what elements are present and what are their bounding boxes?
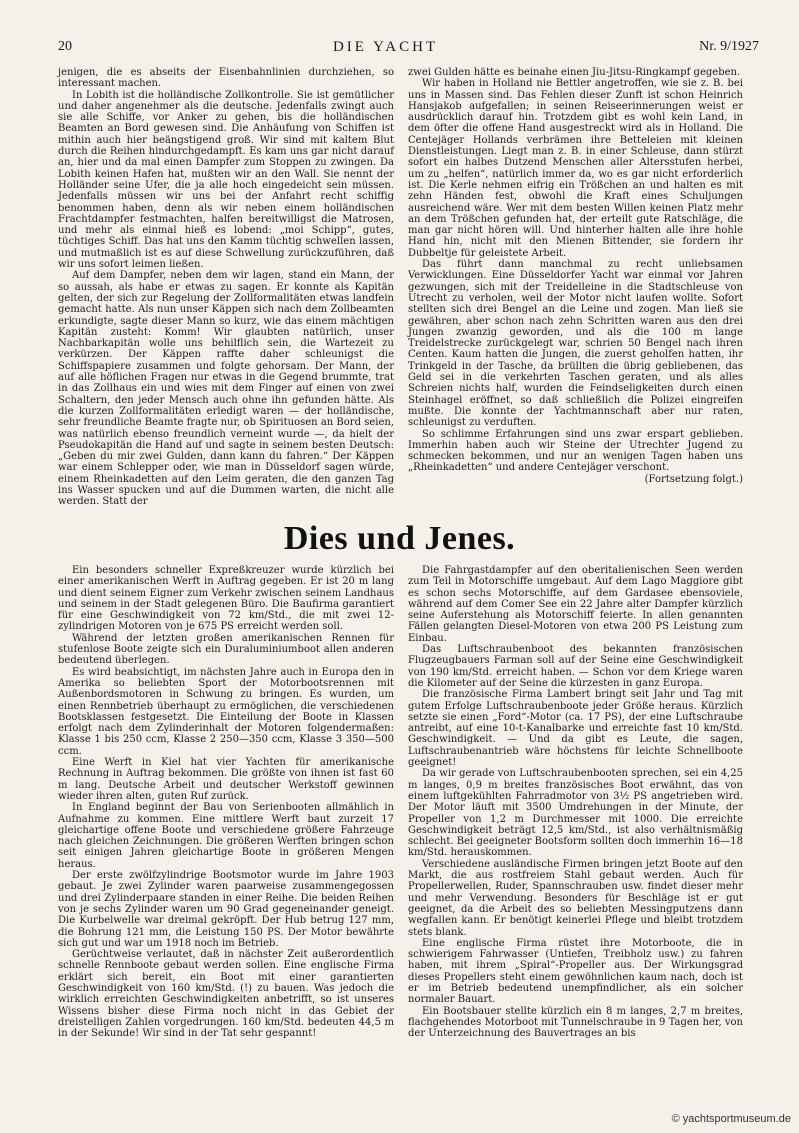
- article-column-top-right: [408, 67, 743, 485]
- paragraph: So schlimme Erfahrungen sind uns zwar erspart geblieben. Immerhin haben auch wir Steine der Utrechter Jugend zu schmecken bekommen, und nur an wenigen Tagen haben uns „Rheinkadetten“ und andere Centejäger verschont.: [408, 428, 743, 474]
- news-item: Gerüchtweise verlautet, daß in nächster Zeit außerordentlich schnelle Rennboote gebaut werden sollen. Eine englische Firma erklärt sich bereit, ein Boot mit einer garantierten Geschwindigkeit von 160 km/Std. (!) zu bauen. Was jedoch die wirklich erreichten Geschwindigkeiten anbetrifft, so ist unseres Wissens bisher diese Firma noch nicht in das Gebiet der dreistelligen Zahlen vorgedrungen. 160 km/Std. bedeuten 44,5 m in der Sekunde! Wir sind in der Tat sehr gespannt!: [58, 949, 394, 1040]
- paragraph: In Lobith ist die holländische Zollkontrolle. Sie ist gemütlicher und daher angenehmer als die deutsche. Jedenfalls zwingt auch sie alle Schiffe, vor Anker zu gehen, bis die holländischen Beamten an Bord gewesen sind. Die Anhäufung von Schiffen ist mithin auch hier beängstigend groß. Wir sind mit kaltem Blut durch die Reihen hindurchgedampft. Es kam uns gar nicht darauf an, hier und da mal einen Dampfer zum Stoppen zu zwingen. Da Lobith keinen Hafen hat, mußten wir an den Wall. Sie nennt der Holländer seine Ufer, die ja alle hoch eingedeicht sein müssen. Jedenfalls müssen wir uns bei der Anfahrt recht schiffig benommen haben, denn als wir neben einem holländischen Frachtdampfer festmachten, halfen bereitwilligst die Matrosen, und mehr als einmal hieß es lobend: „moi Schipp“, gutes, tüchtiges Schiff. Das hat uns den Kamm tüchtig schwellen lassen, und mutmaßlich ist es auf diese Schwellung zurückzuführen, daß wir uns sofort leimen ließen.: [58, 89, 394, 271]
- news-column-left: [58, 565, 394, 1103]
- paragraph: zwei Gulden hätte es beinahe einen Jiu-Jitsu-Ringkampf gegeben.: [408, 67, 741, 78]
- news-item: Eine Werft in Kiel hat vier Yachten für amerikanische Rechnung in Auftrag bekommen. Die größte von ihnen ist fast 60 m lang. Deutsche Arbeit und deutscher Werkstoff gewinnen wieder ihren alten, guten Ruf zurück.: [58, 757, 394, 802]
- section-title: Dies und Jenes.: [283, 520, 516, 557]
- watermark: © yachtsportmuseum.de: [671, 1113, 791, 1125]
- issue-number: Nr. 9/1927: [699, 39, 759, 54]
- news-item: In England beginnt der Bau von Serienbooten allmählich in Aufnahme zu kommen. Eine mittlere Werft baut zurzeit 17 gleichartige offene Boote und verschiedene größere Fahrzeuge nach gleichen Zeichnungen. Die größeren Werften bringen schon seit einigen Jahren gleichartige Boote in größeren Mengen heraus.: [58, 802, 394, 870]
- paragraph: Das führt dann manchmal zu recht unliebsamen Verwicklungen. Eine Düsseldorfer Yacht war einmal vor Jahren gezwungen, sich mit der Treidelleine in die Stadtschleuse von Utrecht zu verholen, weil der Motor nicht laufen wollte. Sofort stellten sich drei Bengel an die Leine und zogen. Man ließ sie gewähren, aber schon nach zehn Schritten waren aus den drei Jungen zwanzig geworden, und als die 100 m lange Treidelstrecke zurückgelegt war, schrien 50 Bengel nach ihren Centen. Kaum hatten die Jungen, die zuerst geholfen hatten, ihr Trinkgeld in der Tasche, da brüllten die übrig gebliebenen, das Geld sei in die verkehrten Taschen geraten, und als alles Schreien nichts half, wurden die Feindseligkeiten durch einen Steinhagel eröffnet, so daß schließlich die Polizei eingreifen mußte. Die konnte der Yachtmannschaft aber nur raten, schleunigst zu verduften.: [408, 259, 743, 429]
- paragraph: jenigen, die es abseits der Eisenbahnlinien durchziehen, so interessant machen.: [58, 67, 394, 90]
- article-column-top-left: [58, 67, 394, 508]
- news-item: Der erste zwölfzylindrige Bootsmotor wurde im Jahre 1903 gebaut. Je zwei Zylinder waren paarweise zusammengegossen und drei Zylinderpaare standen in einer Reihe. Die beiden Reihen von je sechs Zylinder waren um 90 Grad gegeneinander geneigt. Die Kurbelwelle war dreimal gekröpft. Der Hub betrug 127 mm, die Bohrung 121 mm, die Leistung 150 PS. Der Motor bewährte sich gut und war um 1918 noch im Betrieb.: [58, 870, 394, 949]
- news-item: Die Fahrgastdampfer auf den oberitalienischen Seen werden zum Teil in Motorschiffe umgebaut. Auf dem Lago Maggiore gibt es schon sechs Motorschiffe, auf dem Gardasee ebensoviele, während auf dem Comer See ein 22 Jahre alter Dampfer kürzlich seine Auferstehung als Motorschiff feierte. In allen genannten Fällen gelangten Diesel-Motoren von etwa 200 PS Leistung zum Einbau.: [408, 565, 743, 644]
- paragraph: Wir haben in Holland nie Bettler angetroffen, wie sie z. B. bei uns in Massen sind. Das Fehlen dieser Zunft ist schon Heinrich Hansjakob aufgefallen; in seinen Reiseerinnerungen weist er ausdrücklich darauf hin. Trotzdem gibt es wohl kein Land, in dem öfter die offene Hand ausgestreckt wird als in Holland. Die Centejäger Hollands verbrämen ihre Betteleien mit kleinen Dienstleistungen. Liegt man z. B. in einer Schleuse, dann stürzt sofort ein halbes Dutzend Menschen aller Altersstufen herbei, um zu „helfen“, natürlich immer da, wo es gar nicht erforderlich ist. Die Kerle nehmen eifrig ein Trößchen an und halten es mit zehn Händen fest, obwohl die Kraft eines Schuljungen ausreichend wäre. Wer mit dem besten Willen keinen Platz mehr an dem Trößchen gefunden hat, der erteilt gute Ratschläge, die man gar nicht hören will. Und hinterher halten alle ihre hohle Hand hin, nicht mit den Mienen Bittender, sie fordern ihr Dubbeltje für geleistete Arbeit.: [408, 78, 743, 259]
- news-item: Das Luftschraubenboot des bekannten französischen Flugzeugbauers Farman soll auf der Seine eine Geschwindigkeit von 190 km/Std. erreicht haben. — Schon vor dem Kriege waren die Kilometer auf der Seine die kürzesten in ganz Europa.: [408, 644, 743, 689]
- news-item: Verschiedene ausländische Firmen bringen jetzt Boote auf den Markt, die aus rostfreiem Stahl gebaut werden. Auch für Propellerwellen, Ruder, Spannschrauben usw. findet dieser mehr und mehr Verwendung. Besonders für Beschläge ist er gut geeignet, da die Arbeit des so beliebten Messingputzens dann wegfallen kann. Er benötigt keinerlei Pflege und bleibt trotzdem stets blank.: [408, 858, 743, 938]
- news-column-right: [408, 565, 743, 1103]
- news-item: Eine englische Firma rüstet ihre Motorboote, die in schwierigem Fahrwasser (Untiefen, Treibholz usw.) zu fahren haben, mit ihrem „Spiral“-Propeller aus. Der Wirkungsgrad dieses Propellers steht einem gewöhnlichen kaum nach, doch ist er im Betrieb bedeutend unempfindlicher, als ein solcher normaler Bauart.: [408, 937, 743, 1006]
- news-item: Ein besonders schneller Expreßkreuzer wurde kürzlich bei einer amerikanischen Werft in Auftrag gegeben. Er ist 20 m lang und dient seinem Eigner zum Verkehr zwischen seinem Landhaus und seinem in der Stadt gelegenen Büro. Die Baufirma garantiert für eine Geschwindigkeit von 72 km/Std., die mit zwei 12-zylindrigen Motoren von je 675 PS erreicht werden soll.: [58, 565, 394, 633]
- news-item: Während der letzten großen amerikanischen Rennen für stufenlose Boote zeigte sich ein Duraluminiumboot allen anderen bedeutend überlegen.: [58, 632, 394, 667]
- page-header: [58, 36, 759, 58]
- continued-note: (Fortsetzung folgt.): [644, 473, 743, 485]
- news-item: Es wird beabsichtigt, im nächsten Jahre auch in Europa den in Amerika so beliebten Sport der Motorbootsrennen mit Außenbordsmotoren in Schwung zu bringen. Es wurden, um einen Rennbetrieb überhaupt zu ermöglichen, die verschiedenen Bootsklassen festgesetzt. Die Einteilung der Boote in Klassen erfolgt nach dem Zylinderinhalt der Motoren folgendermaßen: Klasse 1 bis 250 ccm, Klasse 2 250—350 ccm, Klasse 3 350—500 ccm.: [58, 666, 394, 757]
- paragraph: Auf dem Dampfer, neben dem wir lagen, stand ein Mann, der so aussah, als habe er etwas zu sagen. Er konnte als Kapitän gelten, der sich zur Regelung der Zollformalitäten etwas landfein gemacht hatte. Als nun unser Käppen sich nach dem Zollbeamten erkundigte, sagte dieser Mann so kurz, wie das einem mächtigen Kapitän zusteht: Komm! Wir glaubten natürlich, unser Nachbarkapitän wolle uns behilflich sein, die Wartezeit zu verkürzen. Der Käppen raffte daher schleunigst die Schiffspapiere zusammen und folgte gehorsam. Der Mann, der auf alle höflichen Fragen nur etwas in die Gegend brummte, trat in das Zollhaus ein und wies mit dem Finger auf einen von zwei Schaltern, den jeder Mensch auch ohne ihn gefunden hätte. Als die kurzen Zollformalitäten erledigt waren — der holländische, sehr freundliche Beamte fragte nur, ob Spirituosen an Bord seien, was natürlich ebenso freundlich verneint wurde —, da hielt der Pseudokapitän die Hand auf und sagte in seinem besten Deutsch: „Geben du mir zwei Gulden, dann kann du fahren.“ Der Käppen war einem Schlepper oder, wie man in Düsseldorf sagen würde, einem Rheinkadetten auf den Leim geraten, die den ganzen Tag ins Wasser spucken und auf die Dummen warten, die nicht alle werden. Statt der: [58, 270, 394, 508]
- news-item: Die französische Firma Lambert bringt seit Jahr und Tag mit gutem Erfolge Luftschraubenboote jeder Größe heraus. Kürzlich setzte sie einen „Ford“-Motor (ca. 17 PS), der eine Luftschraube antreibt, auf eine 10-t-Kanalbarke und erreichte fast 10 km/Std. Geschwindigkeit. — Und da gibt es Leute, die sagen, Luftschraubenantrieb wäre höchstens für leichte Schnellboote geeignet!: [408, 689, 743, 769]
- news-item: Da wir gerade von Luftschraubenbooten sprechen, sei ein 4,25 m langes, 0,9 m breites französisches Boot erwähnt, das von einem luftgekühlten Fahrradmotor von 3½ PS angetrieben wird. Der Motor läuft mit 3500 Umdrehungen in der Minute, der Propeller von 1,2 m Durchmesser mit 1000. Die erreichte Geschwindigkeit beträgt 12,5 km/Std., ist also verhältnismäßig schlecht. Bei geeigneter Bootsform sollten doch immerhin 16—18 km/Std. herauskommen.: [408, 768, 743, 859]
- magazine-title: DIE YACHT: [332, 38, 439, 55]
- page-number: 20: [58, 39, 72, 54]
- news-item: Ein Bootsbauer stellte kürzlich ein 8 m langes, 2,7 m breites, flachgehendes Motorboot mit Tunnelschraube in 9 Tagen her, von der Unterzeichnung des Bauvertrages an bis: [408, 1005, 743, 1040]
